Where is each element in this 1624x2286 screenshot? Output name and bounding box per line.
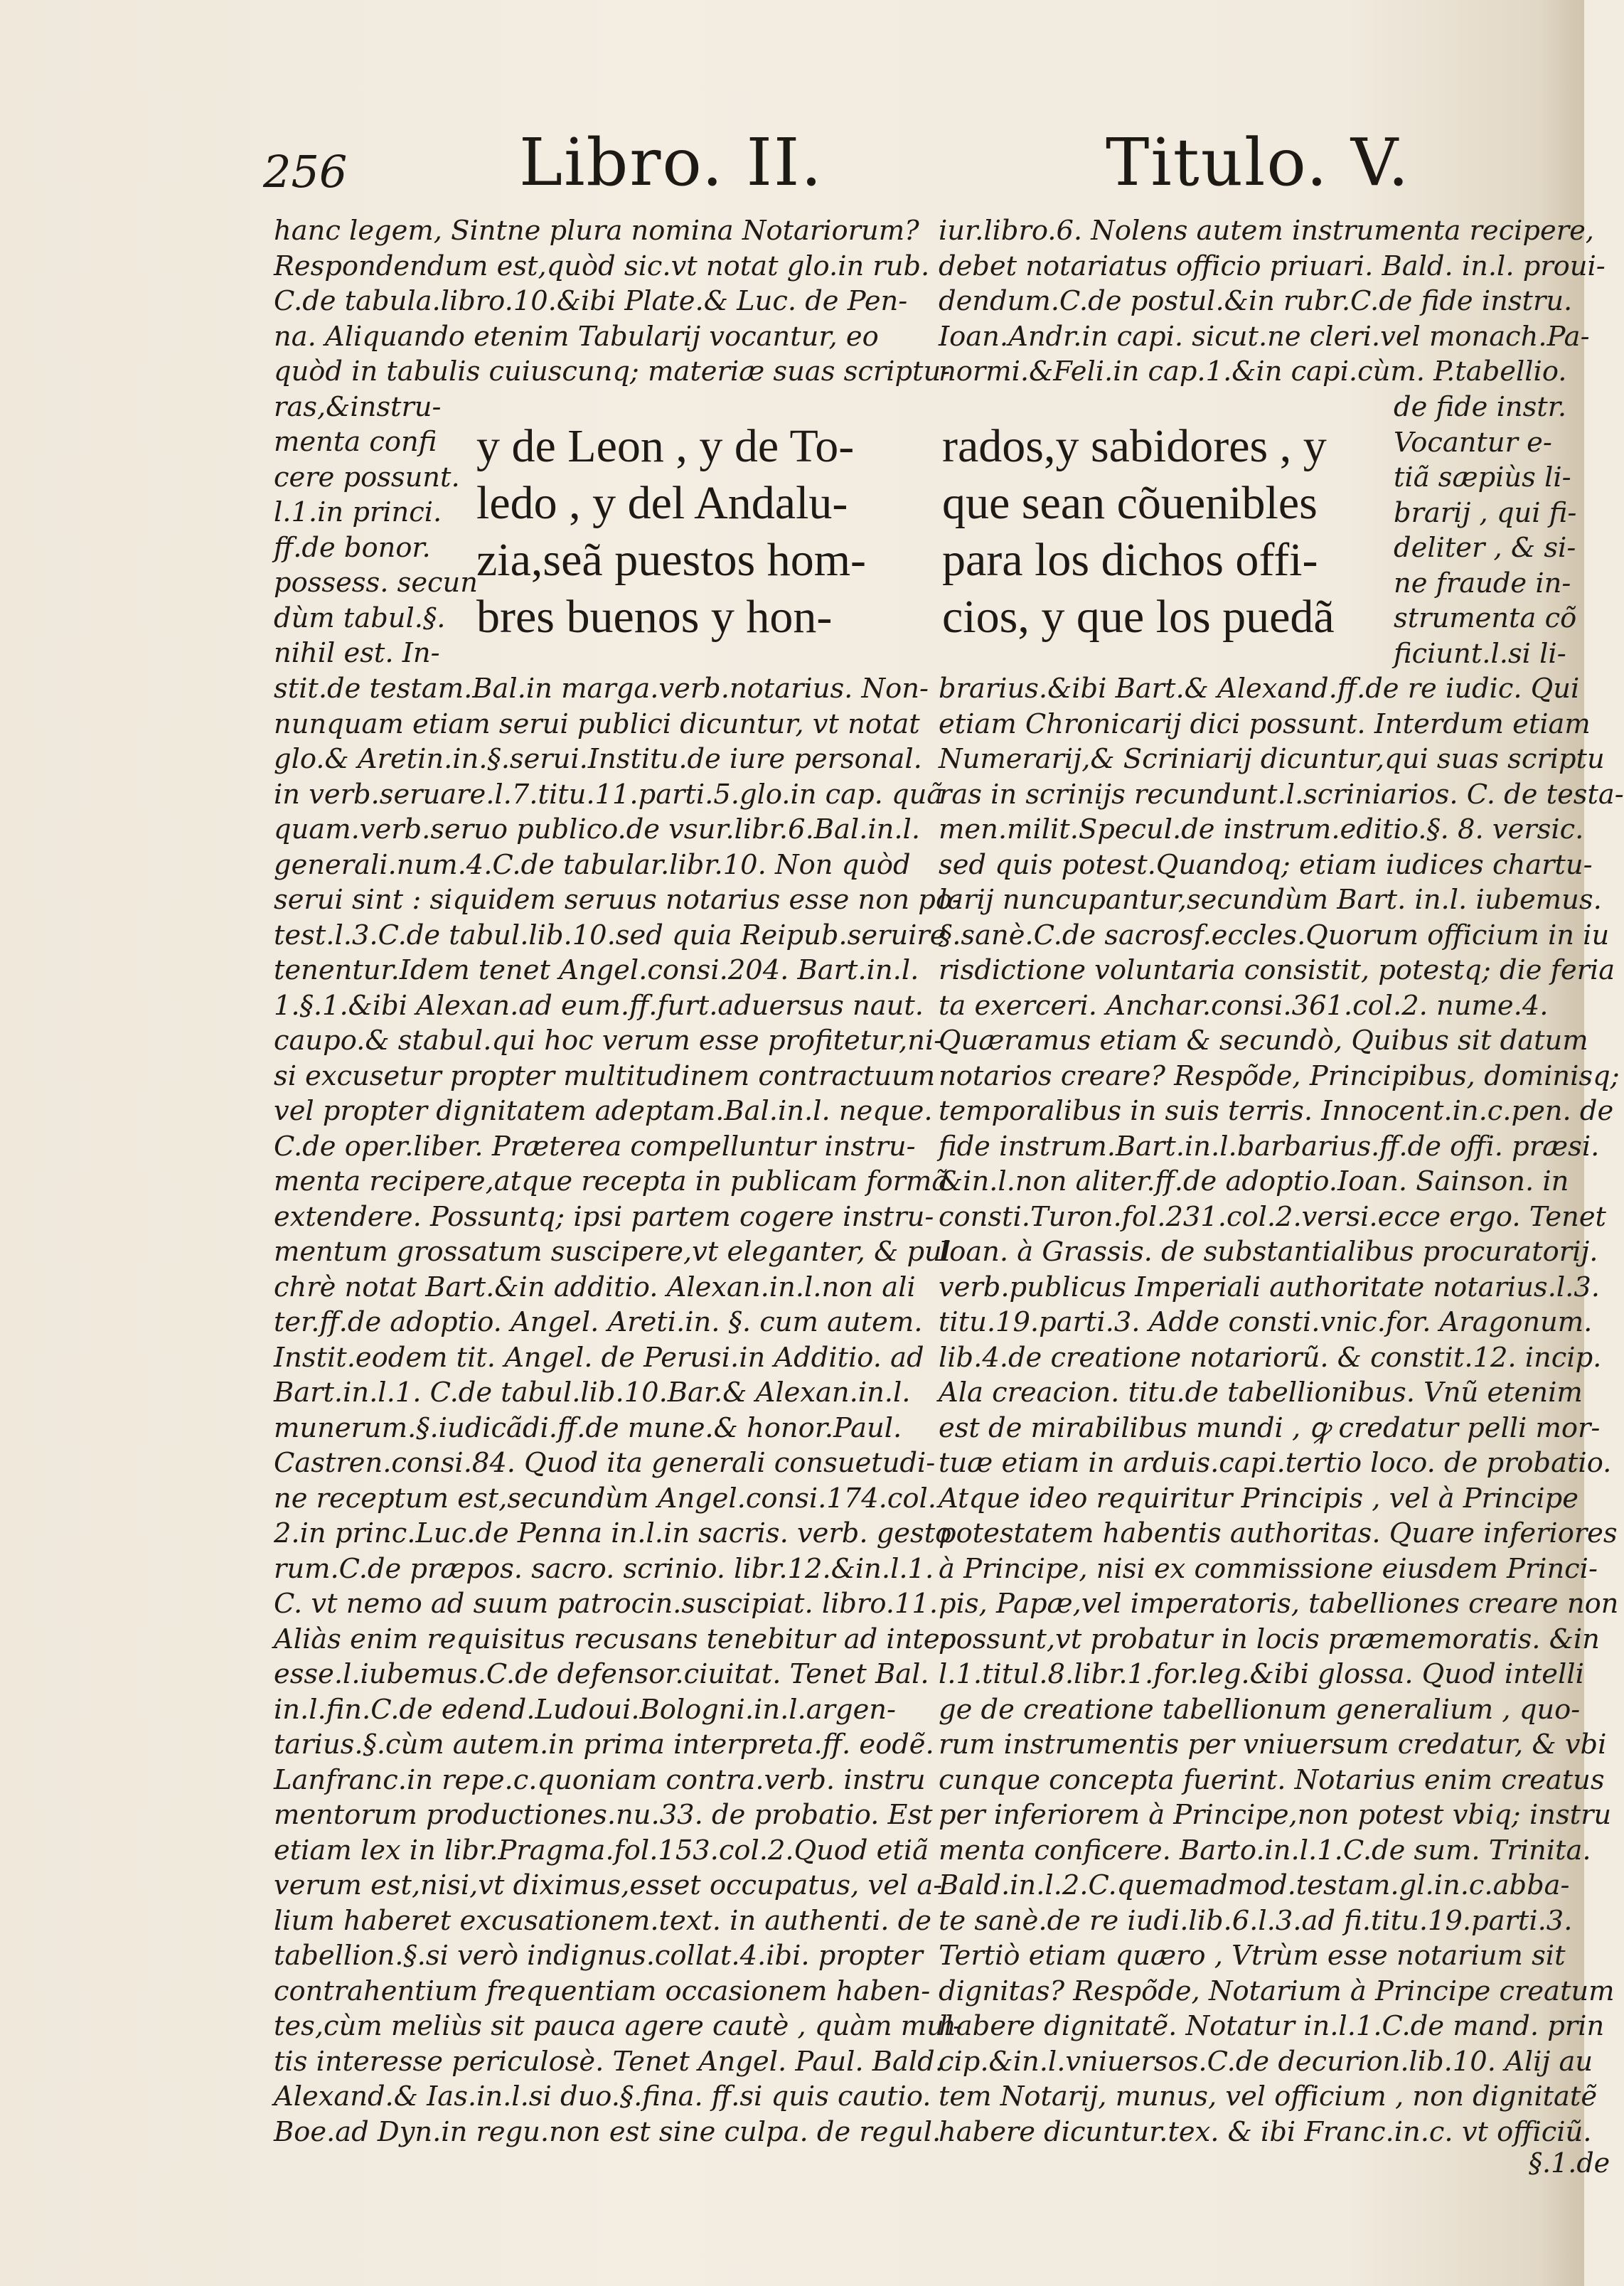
- side-note-line: nihil est. In-: [274, 637, 440, 669]
- text-line: glo.& Aretin.in.§.serui.Institu.de iure personal.: [274, 743, 922, 775]
- text-line: C.de oper.liber. Præterea compelluntur instru-: [274, 1130, 916, 1163]
- text-line: quòd in tabulis cuiuscunq; materiæ suas scriptu-: [274, 356, 951, 388]
- text-line: C.de tabula.libro.10.&ibi Plate.& Luc. de Pen-: [274, 285, 908, 317]
- text-line: pis, Papæ,vel imperatoris, tabelliones creare non: [939, 1588, 1619, 1620]
- text-line: 1.§.1.&ibi Alexan.ad eum.ff.furt.aduersus naut.: [274, 989, 924, 1022]
- text-line: esse.l.iubemus.C.de defensor.ciuitat. Tenet Bal.: [274, 1658, 929, 1690]
- text-line: Ala creacion. titu.de tabellionibus. Vnũ etenim: [939, 1377, 1583, 1409]
- side-note-line: brarij , qui fi-: [1394, 496, 1577, 529]
- text-line: potestatem habentis authoritas. Quare inferiores: [939, 1517, 1618, 1549]
- text-line: hanc legem, Sintne plura nomina Notariorum?: [274, 215, 919, 247]
- side-note-line: tiã sæpiùs li-: [1394, 461, 1571, 493]
- insert-line: para los dichos offi-: [942, 534, 1318, 586]
- text-line: Numerarij,& Scriniarij dicuntur,qui suas scriptu: [939, 743, 1605, 775]
- text-line: chrè notat Bart.&in additio. Alexan.in.l.non ali: [274, 1271, 916, 1303]
- text-line: Ioan.Andr.in capi. sicut.ne cleri.vel monach.Pa-: [939, 320, 1590, 353]
- text-line: verb.publicus Imperiali authoritate notarius.l.3.: [939, 1271, 1600, 1303]
- text-line: Alexand.& Ias.in.l.si duo.§.fina. ff.si quis cautio.: [274, 2081, 931, 2113]
- text-line: etiam lex in libr.Pragma.fol.153.col.2.Quod etiã: [274, 1834, 929, 1866]
- text-line: sed quis potest.Quandoq; etiam iudices chartu-: [939, 848, 1593, 881]
- insert-line: y de Leon , y de To-: [476, 420, 855, 472]
- text-line: temporalibus in suis terris. Innocent.in.c.pen. de: [939, 1095, 1614, 1127]
- text-line: Lanfranc.in repe.c.quoniam contra.verb. instru: [274, 1763, 926, 1796]
- text-line: tenentur.Idem tenet Angel.consi.204. Bart.in.l.: [274, 954, 919, 986]
- text-line: Aliàs enim requisitus recusans tenebitur ad inter: [274, 1623, 953, 1655]
- side-note-line: Vocantur e-: [1394, 426, 1552, 459]
- text-line: Bald.in.l.2.C.quemadmod.testam.gl.in.c.abba-: [939, 1869, 1570, 1901]
- side-note-line: ficiunt.l.si li-: [1394, 637, 1566, 670]
- text-line: 2.in princ.Luc.de Penna in.l.in sacris. verb. gesto: [274, 1517, 952, 1549]
- text-line: menta conficere. Barto.in.l.1.C.de sum. Trinita.: [939, 1834, 1591, 1866]
- text-line: l.1.titul.8.libr.1.for.leg.&ibi glossa. Quod intelli: [939, 1658, 1584, 1690]
- text-line: Tertiò etiam quæro , Vtrùm esse notarium sit: [939, 1940, 1566, 1972]
- text-line: etiam Chronicarij dici possunt. Interdum etiam: [939, 707, 1591, 740]
- text-line: rum instrumentis per vniuersum credatur, & vbi: [939, 1729, 1607, 1761]
- text-line: est de mirabilibus mundi , ꝙ credatur pelli mor-: [939, 1411, 1601, 1444]
- text-line: in.l.fin.C.de edend.Ludoui.Bologni.in.l.argen-: [274, 1693, 896, 1726]
- text-line: notarios creare? Respõde, Principibus, dominisq;: [939, 1059, 1620, 1092]
- text-line: dendum.C.de postul.&in rubr.C.de fide instru.: [939, 285, 1573, 317]
- text-line: per inferiorem à Principe,non potest vbiq; instru: [939, 1799, 1612, 1831]
- text-line: Quæramus etiam & secundò, Quibus sit datum: [939, 1025, 1588, 1057]
- text-line: fide instrum.Bart.in.l.barbarius.ff.de offi. præsi.: [939, 1130, 1600, 1163]
- text-line: serui sint : siquidem seruus notarius esse non po-: [274, 884, 961, 916]
- text-line: generali.num.4.C.de tabular.libr.10. Non quòd: [274, 848, 911, 881]
- text-line: cip.&in.l.vniuersos.C.de decurion.lib.10. Alij au: [939, 2045, 1593, 2078]
- text-line: Boe.ad Dyn.in regu.non est sine culpa. de regul.: [274, 2115, 941, 2148]
- text-line: Bart.in.l.1. C.de tabul.lib.10.Bar.& Alexan.in.l.: [274, 1377, 911, 1409]
- text-line: &in.l.non aliter.ff.de adoptio.Ioan. Sainson. in: [939, 1165, 1569, 1197]
- text-line: men.milit.Specul.de instrum.editio.§. 8. versic.: [939, 813, 1584, 845]
- left-column-top: [274, 213, 951, 424]
- text-line: lium haberet excusationem.text. in authenti. de: [274, 1904, 932, 1937]
- text-line: in verb.seruare.l.7.titu.11.parti.5.glo.in cap. quã: [274, 778, 944, 811]
- left-column-body: [274, 671, 963, 2149]
- text-line: consti.Turon.fol.231.col.2.versi.ecce ergo. Tenet: [939, 1200, 1606, 1233]
- text-line: titu.19.parti.3. Adde consti.vnic.for. Aragonum.: [939, 1306, 1593, 1338]
- text-line: si excusetur propter multitudinem contractuum: [274, 1059, 936, 1092]
- text-line: nunquam etiam serui publici dicuntur, vt notat: [274, 707, 920, 740]
- text-line: vel propter dignitatem adeptam.Bal.in.l. neque.: [274, 1095, 933, 1127]
- text-line: caupo.& stabul.qui hoc verum esse profitetur,ni-: [274, 1025, 944, 1057]
- text-line: mentorum productiones.nu.33. de probatio. Est: [274, 1799, 933, 1831]
- text-line: brarius.&ibi Bart.& Alexand.ff.de re iudic. Qui: [939, 673, 1580, 705]
- text-line: debet notariatus officio priuari. Bald. in.l. proui-: [939, 250, 1606, 282]
- text-line: ne receptum est,secundùm Angel.consi.174.col.: [274, 1482, 936, 1515]
- insert-line: zia,seã puestos hom-: [476, 534, 867, 586]
- insert-line: que sean cõuenibles: [942, 477, 1318, 529]
- text-line: tem Notarij, munus, vel officium , non dignitatẽ: [939, 2081, 1598, 2113]
- side-note-line: deliter , & si-: [1394, 532, 1576, 564]
- right-side-note: [1394, 390, 1578, 671]
- text-line: verum est,nisi,vt diximus,esset occupatus, vel a-: [274, 1869, 943, 1901]
- text-line: tes,cùm meliùs sit pauca agere cautè , quàm mul-: [274, 2010, 963, 2042]
- side-note-line: cere possunt.: [274, 461, 460, 493]
- side-note-line: l.1.in princi.: [274, 496, 442, 528]
- text-line: risdictione voluntaria consistit, potestq; die feria: [939, 954, 1615, 986]
- text-line: tuæ etiam in arduis.capi.tertio loco. de probatio.: [939, 1447, 1612, 1479]
- text-line: Atque ideo requiritur Principis , vel à Principe: [939, 1482, 1578, 1515]
- left-side-note: [274, 424, 478, 671]
- side-note-line: de fide instr.: [1394, 391, 1567, 423]
- text-line: larij nuncupantur,secundùm Bart. in.l. iubemus.: [939, 884, 1602, 916]
- text-line: habere dignitatẽ. Notatur in.l.1.C.de mand. prin: [939, 2010, 1605, 2042]
- text-line: dignitas? Respõde, Notarium à Principe creatum: [939, 1975, 1615, 2007]
- text-line: Instit.eodem tit. Angel. de Perusi.in Additio. ad: [274, 1341, 924, 1374]
- text-line: contrahentium frequentiam occasionem haben-: [274, 1975, 931, 2007]
- insert-line: rados,y sabidores , y: [942, 420, 1327, 472]
- side-note-line: strumenta cõ: [1394, 602, 1577, 634]
- text-line: stit.de testam.Bal.in marga.verb.notarius. Non-: [274, 673, 929, 705]
- text-line: cunque concepta fuerint. Notarius enim creatus: [939, 1763, 1605, 1796]
- text-line: habere dicuntur.tex. & ibi Franc.in.c. vt officiũ.: [939, 2115, 1592, 2148]
- text-line: Castren.consi.84. Quod ita generali consuetudi-: [274, 1447, 936, 1479]
- text-line: tarius.§.cùm autem.in prima interpreta.ff. eodẽ.: [274, 1729, 934, 1761]
- text-line: te sanè.de re iudi.lib.6.l.3.ad fi.titu.19.parti.3.: [939, 1904, 1573, 1937]
- text-line: tabellion.§.si verò indignus.collat.4.ibi. propter: [274, 1940, 923, 1972]
- side-note-line: ff.de bonor.: [274, 531, 431, 564]
- side-note-line: ne fraude in-: [1394, 567, 1571, 599]
- text-line: mentum grossatum suscipere,vt eleganter, & pul: [274, 1236, 951, 1268]
- insert-line: bres buenos y hon-: [476, 591, 833, 643]
- text-line: lib.4.de creatione notariorũ. & constit.12. incip.: [939, 1341, 1602, 1374]
- insert-line: ledo , y del Andalu-: [476, 477, 848, 529]
- text-line: ras in scrinijs recundunt.l.scriniarios. C. de testa-: [939, 778, 1624, 811]
- text-line: à Principe, nisi ex commissione eiusdem Princi-: [939, 1552, 1598, 1585]
- text-line: test.l.3.C.de tabul.lib.10.sed quia Reipub.seruire: [274, 919, 946, 951]
- text-line: Respondendum est,quòd sic.vt notat glo.in rub.: [274, 250, 930, 282]
- right-column-top: [939, 213, 1606, 390]
- text-line: munerum.§.iudicãdi.ff.de mune.& honor.Paul.: [274, 1411, 902, 1444]
- text-line: rum.C.de præpos. sacro. scrinio. libr.12.&in.l.1.: [274, 1552, 934, 1585]
- text-line: Ioan. à Grassis. de substantialibus procuratorij.: [939, 1236, 1598, 1268]
- catchword: §.1.de: [1529, 2147, 1610, 2179]
- text-line: iur.libro.6. Nolens autem instrumenta recipere,: [939, 215, 1594, 247]
- side-note-line: menta confi: [274, 426, 437, 458]
- text-line: normi.&Feli.in cap.1.&in capi.cùm. P.tabellio.: [939, 356, 1567, 388]
- right-spanish-insert: [942, 418, 1369, 646]
- text-line: possunt,vt probatur in locis præmemoratis. &in: [939, 1623, 1600, 1655]
- text-line: na. Aliquando etenim Tabularij vocantur, eo: [274, 320, 879, 353]
- text-line: ge de creatione tabellionum generalium , quo-: [939, 1693, 1581, 1726]
- text-line: ta exerceri. Anchar.consi.361.col.2. nume.4.: [939, 989, 1549, 1022]
- side-note-line: dùm tabul.§.: [274, 602, 446, 634]
- text-line: tis interesse periculosè. Tenet Angel. Paul. Bald.: [274, 2045, 944, 2078]
- running-header: [0, 124, 1584, 210]
- left-spanish-insert: [476, 418, 910, 646]
- insert-line: cios, y que los puedã: [942, 591, 1335, 643]
- text-line: extendere. Possuntq; ipsi partem cogere instru-: [274, 1200, 934, 1233]
- right-column-body: [939, 671, 1624, 2149]
- text-line: ras,&instru-: [274, 390, 442, 423]
- side-note-line: possess. secun: [274, 567, 478, 599]
- page-number: 256: [263, 146, 348, 198]
- text-line: menta recipere,atque recepta in publicam formã: [274, 1165, 949, 1197]
- text-line: quam.verb.seruo publico.de vsur.libr.6.Bal.in.l.: [274, 813, 921, 845]
- text-line: §.sanè.C.de sacrosf.eccles.Quorum officium in iu: [939, 919, 1610, 951]
- text-line: C. vt nemo ad suum patrocin.suscipiat. libro.11.: [274, 1588, 939, 1620]
- title-heading: Titulo. V.: [1106, 124, 1411, 201]
- book-heading: Libro. II.: [519, 124, 823, 201]
- text-line: ter.ff.de adoptio. Angel. Areti.in. §. cum autem.: [274, 1306, 923, 1338]
